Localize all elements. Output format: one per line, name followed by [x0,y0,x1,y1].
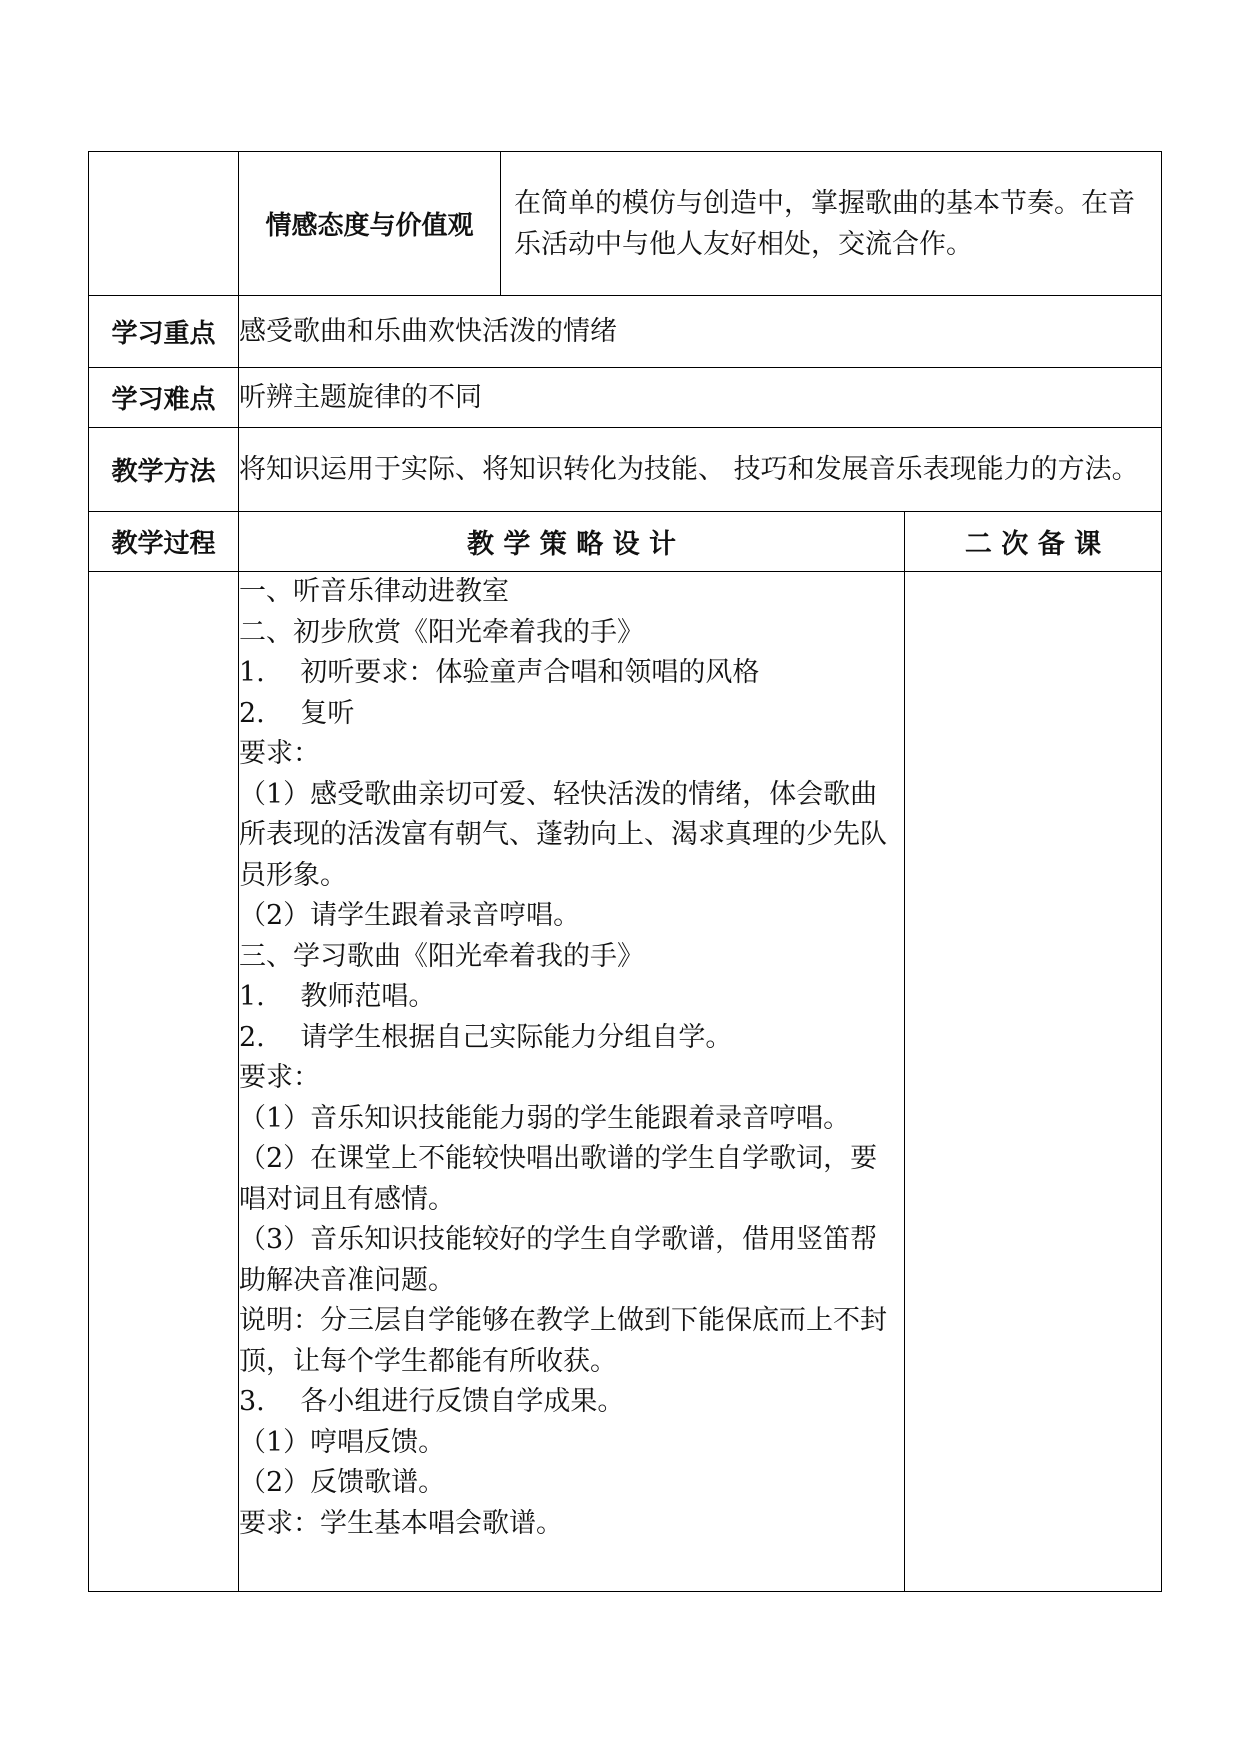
methods-content: 将知识运用于实际、将知识转化为技能、 技巧和发展音乐表现能力的方法。 [239,428,1162,512]
goals-label: 情感态度与价值观 [239,152,501,296]
key-points-content: 感受歌曲和乐曲欢快活泼的情绪 [239,296,1162,368]
lesson-plan-table [88,151,1162,1592]
list-item: 2. 复听 [239,697,355,729]
second-prep-heading: 二 次 备 课 [905,512,1162,572]
list-item: 说明：分三层自学能够在教学上做到下能保底而上不封顶，让每个学生都能有所收获。 [239,1305,887,1377]
key-points-label: 学习重点 [89,296,239,368]
list-item: 1. 初听要求：体验童声合唱和领唱的风格 [239,657,760,688]
list-item: （2）请学生跟着录音哼唱。 [239,900,581,931]
process-body-row [89,572,1162,1592]
list-item: 二、初步欣赏《阳光牵着我的手》 [239,616,644,648]
goals-row [89,152,1162,296]
difficulties-row [89,368,1162,428]
process-empty-cell [89,572,239,1592]
empty-category-cell [89,152,239,296]
strategy-heading: 教 学 策 略 设 计 [239,512,905,572]
list-item: （2）在课堂上不能较快唱出歌谱的学生自学歌词，要唱对词且有感情。 [239,1143,878,1215]
key-points-row [89,296,1162,368]
methods-row [89,428,1162,512]
methods-label: 教学方法 [89,428,239,512]
list-item: （2）反馈歌谱。 [239,1467,446,1498]
list-item: 3. 各小组进行反馈自学成果。 [239,1386,625,1417]
list-item: 1. 教师范唱。 [239,981,436,1012]
list-item: 三、学习歌曲《阳光牵着我的手》 [239,940,644,972]
list-item: 要求： [239,1062,320,1093]
list-item: （1）哼唱反馈。 [239,1426,446,1458]
difficulties-content: 听辨主题旋律的不同 [239,368,1162,428]
list-item: 一、听音乐律动进教室 [239,576,509,607]
list-item: 要求：学生基本唱会歌谱。 [239,1507,563,1539]
second-prep-notes-cell [905,572,1162,1592]
list-item: （1）音乐知识技能能力弱的学生能跟着录音哼唱。 [239,1102,851,1134]
goals-content: 在简单的模仿与创造中，掌握歌曲的基本节奏。在音乐活动中与他人友好相处，交流合作。 [501,152,1162,296]
list-item: （1）感受歌曲亲切可爱、轻快活泼的情绪，体会歌曲所表现的活泼富有朝气、蓬勃向上、渴求真理的少先队员形象。 [239,778,887,891]
list-item: 2. 请学生根据自己实际能力分组自学。 [239,1021,733,1053]
list-item: 要求： [239,738,320,769]
process-steps [239,572,905,1592]
lesson-plan-document [88,151,1161,1592]
process-label: 教学过程 [89,512,239,572]
list-item: （3）音乐知识技能较好的学生自学歌谱，借用竖笛帮助解决音准问题。 [239,1224,878,1296]
difficulties-label: 学习难点 [89,368,239,428]
process-header-row [89,512,1162,572]
